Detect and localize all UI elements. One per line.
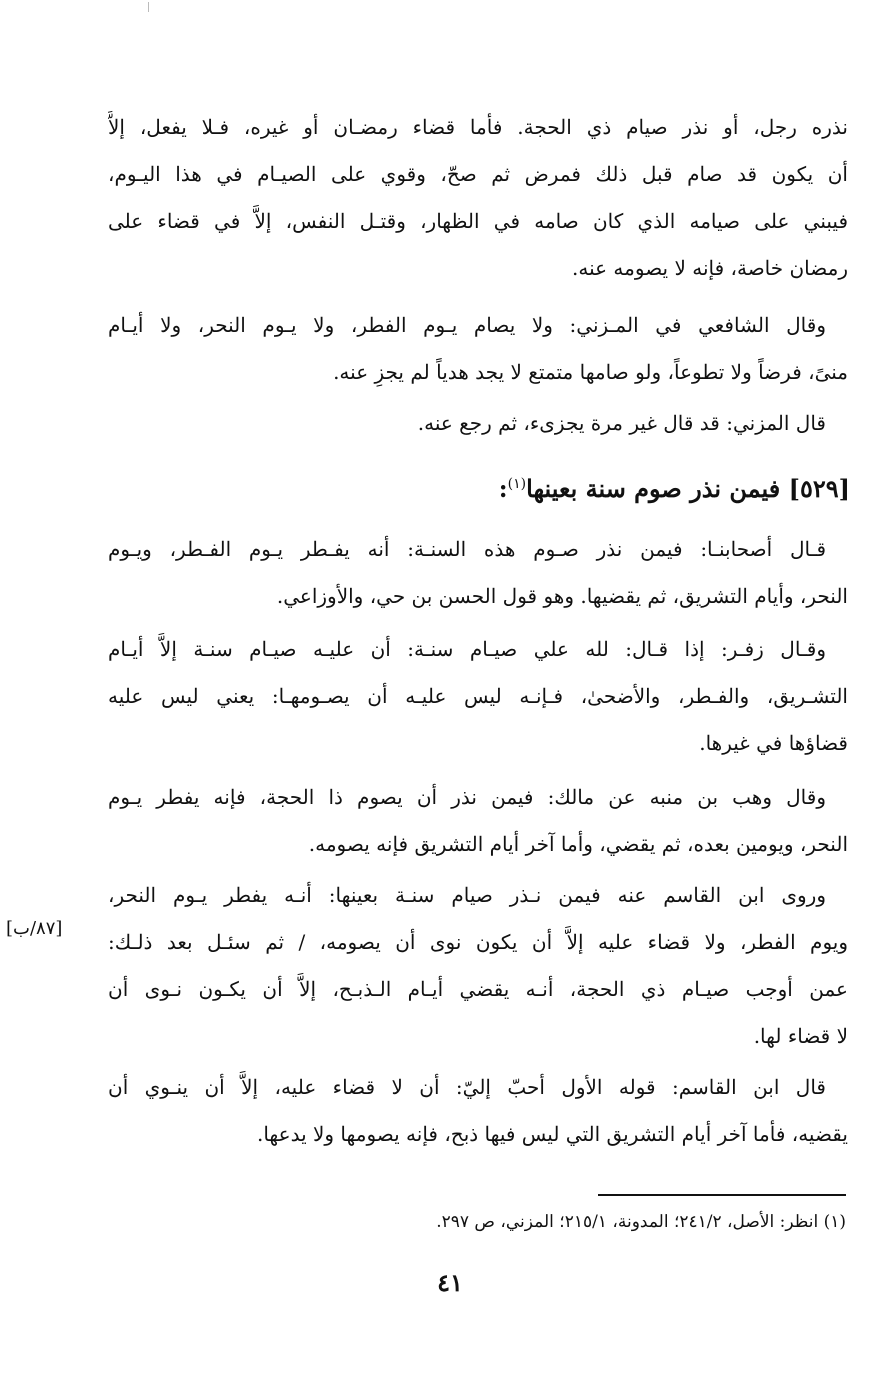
- paragraph-6: [108, 774, 848, 868]
- text-line: قال ابن القاسم: قوله الأول أحبّ إليّ: أن لا قضاء عليه، إلاَّ أن ينـوي أن: [108, 1075, 826, 1099]
- text-line: ويوم الفطر، ولا قضاء عليه إلاَّ أن يكون نوى أن يصومه، / ثم سئـل بعد ذلـك:: [108, 930, 848, 954]
- paragraph-5: [108, 626, 848, 767]
- footnote-ref: (١): [507, 476, 527, 492]
- text-line: عمن أوجب صيـام ذي الحجة، أنـه يقضي أيـام الـذبـح، إلاَّ أن يكـون نـوى أن: [108, 977, 848, 1001]
- heading-colon: :: [498, 474, 508, 503]
- section-title: فيمن نذر صوم سنة بعينها: [526, 474, 781, 503]
- text-line: أن يكون قد صام قبل ذلك فمرض ثم صحّ، وقوي على الصيـام في هذا اليـوم،: [108, 162, 848, 186]
- text-line: وقـال زفـر: إذا قـال: لله علي صيـام سنـة: أن عليـه صيـام سنـة إلاَّ أيـام: [108, 637, 826, 661]
- text-line: وقال وهب بن منبه عن مالك: فيمن نذر أن يصوم ذا الحجة، فإنه يفطر يـوم: [108, 785, 826, 809]
- paragraph-8: [108, 1064, 848, 1158]
- section-number: [٥٢٩]: [788, 474, 850, 503]
- margin-folio-note: [٨٧/ب]: [6, 918, 63, 939]
- page-number: ٤١: [437, 1268, 463, 1297]
- text-line: يقضيه، فأما آخر أيام التشريق التي ليس فيها ذبح، فإنه يصومها ولا يدعها.: [256, 1122, 848, 1146]
- footnote-divider: [598, 1194, 846, 1196]
- text-line: نذره رجل، أو نذر صيام ذي الحجة. فأما قضاء رمضـان أو غيره، فـلا يفعل، إلاَّ: [108, 115, 848, 139]
- paragraph-1: [108, 104, 848, 292]
- paragraph-3: [108, 400, 848, 447]
- text-line: قال المزني: قد قال غير مرة يجزىء، ثم رجع عنه.: [417, 411, 826, 435]
- text-line: قضاؤها في غيرها.: [699, 731, 848, 755]
- section-heading: [380, 464, 850, 509]
- paragraph-7: [108, 872, 848, 1060]
- text-line: لا قضاء لها.: [753, 1024, 848, 1048]
- paragraph-2: [108, 302, 848, 396]
- text-line: قـال أصحابنـا: فيمن نذر صـوم هذه السنـة: أنه يفـطر يـوم الفـطر، ويـوم: [108, 537, 826, 561]
- text-line: النحر، ويومين بعده، ثم يقضي، وأما آخر أيام التشريق فإنه يصومه.: [308, 832, 848, 856]
- text-line: وقال الشافعي في المـزني: ولا يصام يـوم الفطر، ولا يـوم النحر، ولا أيـام: [108, 313, 826, 337]
- text-line: التشـريق، والفـطر، والأضحىٰ، فـإنـه ليس عليـه أن يصـومهـا: يعني ليس عليه: [108, 684, 848, 708]
- text-line: وروى ابن القاسم عنه فيمن نـذر صيام سنـة بعينها: أنـه يفطر يـوم النحر،: [108, 883, 826, 907]
- text-line: رمضان خاصة، فإنه لا يصومه عنه.: [572, 256, 848, 280]
- text-line: فيبني على صيامه الذي كان صامه في الظهار، وقتـل النفس، إلاَّ في قضاء على: [108, 209, 848, 233]
- paragraph-4: [108, 526, 848, 620]
- text-line: النحر، وأيام التشريق، ثم يقضيها. وهو قول الحسن بن حي، والأوزاعي.: [276, 584, 848, 608]
- scan-mark: [148, 2, 149, 12]
- footnote: (١) انظر: الأصل، ٢٤١/٢؛ المدونة، ٢١٥/١؛ المزني، ص ٢٩٧.: [436, 1212, 846, 1232]
- text-line: منىً، فرضاً ولا تطوعاً، ولو صامها متمتع لا يجد هدياً لم يجزِ عنه.: [333, 360, 848, 384]
